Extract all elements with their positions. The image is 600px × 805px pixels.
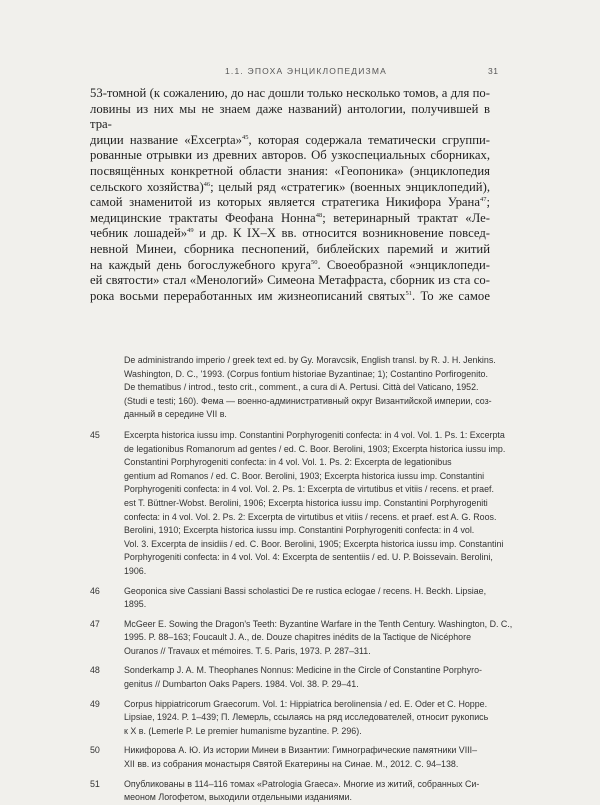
footnote-line: Porphyrogeniti confecta: in 4 vol. Vol. 2. Ps. 1: Excerpta de virtutibus et vitiis / recens. et praef. bbox=[124, 484, 494, 495]
footnote-line: данный в середине VII в. bbox=[124, 409, 227, 420]
footnote-ref: 46 bbox=[203, 180, 211, 188]
footnote-line: est T. Büttner-Wobst. Berolini, 1906; Excerpta historica iussu imp. Constantini Porphyrogeniti bbox=[124, 497, 488, 508]
running-head bbox=[0, 66, 600, 78]
text-segment: 53-томной (к сожалению, до нас дошли только несколько томов, а для по- bbox=[90, 86, 490, 100]
footnote-46 bbox=[90, 585, 510, 612]
main-text bbox=[90, 86, 490, 304]
text-line bbox=[90, 242, 490, 258]
footnote-line: Berolini, 1910; Excerpta historica iussu imp. Constantini Porphyrogeniti confecta: in 4 vol. bbox=[124, 525, 475, 536]
text-segment: рованные отрывки из древних авторов. Об узкоспециальных сборниках, bbox=[90, 148, 490, 163]
footnote-ref: 48 bbox=[315, 211, 323, 219]
footnote-number: 50 bbox=[90, 745, 100, 756]
footnote-number: 51 bbox=[90, 778, 100, 789]
text-line bbox=[90, 148, 490, 164]
text-segment: рока восьми переработанных им жизнеописаний святых bbox=[90, 288, 406, 303]
footnote-line: De thematibus / introd., testo crit., comment., a cura di A. Pertusi. Città del Vaticano, 1952. bbox=[124, 382, 479, 393]
footnote-line: Geoponica sive Cassiani Bassi scholastici De re rustica eclogae / recens. H. Beckh. Lipsiae, bbox=[124, 585, 487, 596]
text-segment: . Своеобразной «энциклопеди- bbox=[317, 257, 491, 272]
footnote-ref: 47 bbox=[479, 196, 487, 204]
text-segment: ; bbox=[486, 195, 490, 210]
text-segment: медицинские трактаты Феофана Нонна bbox=[90, 210, 316, 225]
footnote-line: de legationibus Romanorum ad gentes / ed. C. Boor. Berolini, 1903; Excerpta historica iussu imp. bbox=[124, 443, 506, 454]
text-line bbox=[90, 102, 490, 133]
footnote-line: Excerpta historica iussu imp. Constantini Porphyrogeniti confecta: in 4 vol. Vol. 1. Ps. 1: Excerpta bbox=[124, 429, 505, 440]
footnote-ref: 49 bbox=[187, 227, 194, 235]
footnote-number: 46 bbox=[90, 585, 100, 596]
footnote-number: 47 bbox=[90, 618, 100, 629]
footnote-line: 1995. P. 88–163; Foucault J. A., de. Douze chapitres inédits de la Tactique de Nicéphore bbox=[124, 632, 472, 643]
footnote-line: Опубликованы в 114–116 томах «Patrologia Graeca». Многие из житий, собранных Си- bbox=[124, 778, 480, 789]
footnote-line: 1895. bbox=[124, 599, 147, 610]
text-segment: сельского хозяйства) bbox=[90, 179, 204, 194]
footnote-line: Sonderkamp J. A. M. Theophanes Nonnus: Medicine in the Circle of Constantine Porphyro- bbox=[124, 665, 482, 676]
footnote-line: Washington, D. C., '1993. (Corpus fontium historiae Byzantinae; 1); Costantino Porfirogenito. bbox=[124, 368, 488, 379]
footnote-51 bbox=[90, 778, 510, 805]
footnote-line: De administrando imperio / greek text ed. by Gy. Moravcsik, English transl. by R. J. H. Jenkins. bbox=[124, 355, 496, 365]
footnote-line: к X в. (Lemerle P. Le premier humanisme byzantine. P. 296). bbox=[124, 725, 362, 736]
footnote-50 bbox=[90, 744, 510, 771]
footnote-number: 49 bbox=[90, 698, 100, 709]
text-segment: и др. К IX–X вв. относится возникновение повсед- bbox=[193, 226, 490, 241]
footnote-line: 1906. bbox=[124, 565, 147, 576]
footnote-line: gentium ad Romanos / ed. C. Boor. Berolini, 1903; Excerpta historica iussu imp. Constantini bbox=[124, 470, 485, 481]
text-line bbox=[90, 211, 490, 227]
footnote-ref: 51 bbox=[405, 289, 413, 297]
text-line bbox=[90, 86, 490, 102]
footnote-number: 48 bbox=[90, 665, 100, 676]
footnote-line: confecta: in 4 vol. Vol. 2. Ps. 2: Excerpta de virtutibus et vitiis / recens. et praef. est A. G. Roos. bbox=[124, 511, 497, 522]
text-segment: на каждый день богослужебного круга bbox=[90, 257, 312, 272]
text-segment: чебник лошадей» bbox=[90, 226, 188, 241]
text-segment: посвящённых конкретной области знания: «Геопоника» (энциклопедия bbox=[90, 163, 490, 178]
text-segment: , которая содержала тематически сгруппи- bbox=[248, 132, 491, 147]
footnote-line: Ouranos // Travaux et mémoires. T. 5. Paris, 1973. P. 287–311. bbox=[124, 645, 371, 656]
footnote-line: меоном Логофетом, выходили отдельными изданиями. bbox=[124, 792, 352, 803]
text-line bbox=[90, 258, 490, 274]
footnote-line: XII вв. из собрания монастыря Святой Екатерины на Синае. М., 2012. С. 94–138. bbox=[124, 759, 459, 770]
footnote-line: McGeer E. Sowing the Dragon's Teeth: Byzantine Warfare in the Tenth Century. Washington, D. C., bbox=[124, 618, 513, 629]
footnote-47 bbox=[90, 618, 513, 659]
text-line bbox=[90, 164, 490, 180]
text-line bbox=[90, 289, 490, 305]
footnote-line: Lipsiae, 1924. P. 1–439; П. Лемерль, ссылаясь на ряд исследователей, относит рукопись bbox=[124, 712, 489, 723]
footnote-line: Corpus hippiatricorum Graecorum. Vol. 1: Hippiatrica berolinensia / ed. E. Oder et C. Hoppe. bbox=[124, 698, 488, 709]
text-segment: ; целый ряд «стратегик» (военных энциклопедий), bbox=[210, 179, 490, 194]
footnote-49 bbox=[90, 698, 510, 739]
footnote-48 bbox=[90, 664, 510, 691]
text-line bbox=[90, 226, 490, 242]
chapter-title: 1.1. ЭПОХА ЭНЦИКЛОПЕДИЗМА bbox=[225, 66, 388, 76]
footnote-line: Constantini Porphyrogeniti confecta: in 4 vol. Vol. 1. Ps. 2: Excerpta de legationibus bbox=[124, 457, 452, 468]
footnote-line: (Studi e testi; 160). Фема — военно-административный округ Византийской империи, соз- bbox=[124, 395, 492, 406]
text-segment: ловины из них мы не знаем даже названий) антологии, получившей в тра- bbox=[90, 101, 490, 132]
footnote-line: Vol. 3. Excerpta de insidiis / ed. C. Boor. Berolini, 1905; Excerpta historica iussu imp. Constantini bbox=[124, 538, 504, 549]
footnote-line: Никифорова А. Ю. Из истории Минеи в Византии: Гимнографические памятники VIII– bbox=[124, 745, 478, 756]
footnote-line: genitus // Dumbarton Oaks Papers. 1984. Vol. 38. P. 29–41. bbox=[124, 679, 359, 690]
footnote-ref: 50 bbox=[311, 258, 318, 266]
footnote-line: Porphyrogeniti confecta: in 4 vol. Vol. 4: Excerpta de sententiis / ed. U. P. Boissevain. Berolini, bbox=[124, 552, 493, 563]
text-segment: ; ветеринарный трактат «Ле- bbox=[322, 210, 490, 225]
text-segment: диции название «Excerpta» bbox=[90, 132, 242, 147]
text-segment: самой знаменитой из которых является стратегика Никифора Урана bbox=[90, 195, 480, 210]
text-segment: ей святости» стал «Менологий» Симеона Метафраста, сборник из ста со- bbox=[90, 273, 490, 288]
text-segment: . То же самое bbox=[412, 288, 491, 303]
text-line bbox=[90, 195, 490, 211]
text-line bbox=[90, 273, 490, 289]
footnote-ref: 45 bbox=[241, 133, 249, 141]
page-number: 31 bbox=[488, 66, 499, 76]
footnote-45 bbox=[90, 429, 510, 579]
text-line bbox=[90, 180, 490, 196]
text-segment: невной Минеи, сборника песнопений, библейских паремий и житий bbox=[90, 241, 490, 256]
footnote-number: 45 bbox=[90, 429, 100, 440]
footnotes bbox=[90, 354, 513, 805]
text-line bbox=[90, 133, 490, 149]
footnote-continuation bbox=[90, 354, 510, 422]
